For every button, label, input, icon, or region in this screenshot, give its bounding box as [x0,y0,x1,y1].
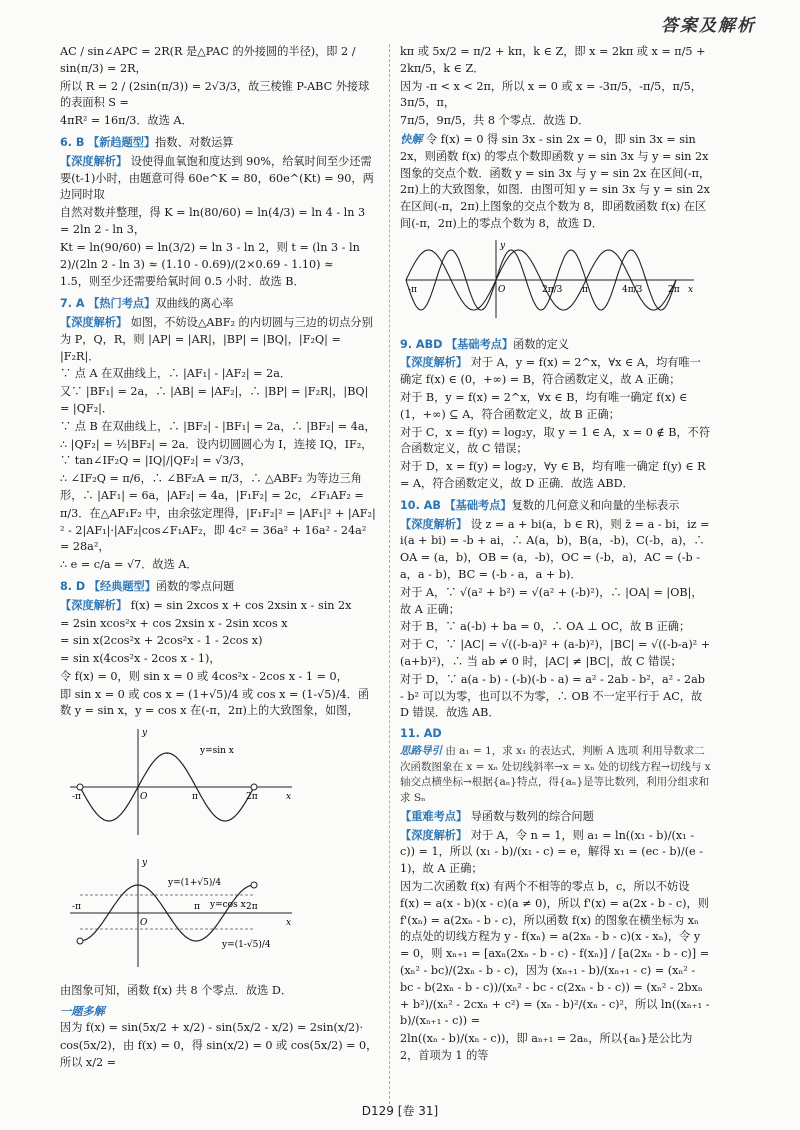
text-line [60,616,378,633]
lead-label: 【深度解析】 [400,827,468,842]
graph1-x-label: x [286,792,292,803]
text-line [60,384,378,418]
text-line [400,390,712,424]
lead-label: 【深度解析】 [400,355,468,370]
question-topic: 复数的几何意义和向量的坐标表示 [511,498,680,512]
text-line [60,274,378,291]
lead-label: 【深度解析】 [400,516,468,531]
text-line [400,827,712,878]
graph2-label-bot: y=(1-√5)/4 [222,940,271,951]
sin-graph [60,725,300,841]
text-content: 由 a₁ = 1，求 x₁ 的表达式，判断 A 选项 利用导数求二次函数图象在 x = xₙ 处切线斜率→x = xₙ 处的切线方程→切线与 x 轴交点横坐标→根据{aₙ}特点，得{aₙ}是等比数列，利用分组求和求 Sₙ [400,744,711,805]
fast-solution [400,131,712,233]
text-content: 因为 -π < x < 2π，所以 x = 0 或 x = -3π/5，-π/5，π/5，3π/5，π， [400,79,702,110]
graph3-tick: -π [408,284,417,295]
text-content: π/3．在△AF₁F₂ 中，由余弦定理得，|F₁F₂|² = |AF₁|² + |AF₂|² - 2|AF₁|·|AF₂|cos∠F₁AF₂，即 4c² = 36a² + 16a² - 24a² = 28a²， [60,506,376,554]
graph2-label-mid: y=cos x [210,900,246,911]
text-content: ∴ |QF₂| = ½|BF₂| = 2a．设内切圆圆心为 I，连接 IQ，IF₂，∵ tan∠IF₂Q = |IQ|/|QF₂| = √3/3， [60,437,373,468]
right-column-body [400,44,712,233]
text-content: 1.5，则至少还需要给氧时间 0.5 小时．故选 B． [60,275,305,289]
text-content: 令 f(x) = 0，则 sin x = 0 或 4cos²x - 2cos x - 1 = 0， [60,669,348,683]
text-line [60,597,378,615]
graph2-label-top: y=(1+√5)/4 [168,878,222,889]
solution-guide [400,744,712,807]
text-line [60,651,378,668]
text-line [60,314,378,365]
text-line [60,79,378,113]
lead-label: 【深度解析】 [60,153,128,168]
text-content: 对于 C，∵ |AC| = √((-b-a)² + (a-b)²)，|BC| = √((-b-a)² + (a+b)²)，∴ 当 ab ≠ 0 时，|AC| ≠ |BC|，故 C 错误； [400,638,711,668]
text-content: 即 sin x = 0 或 cos x = (1+√5)/4 或 cos x = (1-√5)/4．函数 y = sin x，y = cos x 在(-π，2π)上的大致图象，如图， [60,687,370,718]
text-line [60,1038,378,1072]
text-line [400,672,712,722]
text-content: 自然对数并整理，得 K = ln(80/60) = ln(4/3) = ln 4 - ln 3 = 2ln 2 - ln 3， [60,206,366,236]
text-line [400,425,712,459]
question-header [400,336,712,354]
left-column-body [60,44,378,720]
text-line [60,506,378,556]
text-line [60,113,378,130]
text-content: = 2sin xcos²x + cos 2xsin x - 2sin xcos x [60,616,288,630]
question-tag: 【热门考点】 [88,296,156,311]
text-content: 对于 D，x = f(y) = log₂y，∀y ∈ B，均有唯一确定 f(y) ∈ R = A，符合函数定义，故 D 正确．故选 ABD． [400,460,706,490]
text-content: = sin x(4cos²x - 2cos x - 1)， [60,652,221,666]
text-line [400,808,712,826]
text-content: = sin x(2cos²x + 2cos²x - 1 - 2cos x) [60,634,263,648]
question-header [400,726,712,743]
graph2-y-label: y [142,858,148,869]
graph1-y-label: y [142,728,148,739]
question-tag: 【基础考点】 [444,497,512,512]
graph3-tick: 2π [668,284,680,295]
text-content: ∵ 点 B 在双曲线上，∴ |BF₂| - |BF₁| = 2a，∴ |BF₂| = 4a， [60,419,376,433]
question-header [60,295,378,313]
text-content: ∵ 点 A 在双曲线上，∴ |AF₁| - |AF₂| = 2a． [60,367,292,381]
graph1-label: y=sin x [200,746,234,757]
text-content: kπ 或 5x/2 = π/2 + kπ，k ∈ Z，即 x = 2kπ 或 x = π/5 + 2kπ/5，k ∈ Z． [400,45,706,75]
graph1-open-point-left [77,784,83,790]
question-tag: 【经典题型】 [88,578,156,593]
text-content: 对于 B，y = f(x) = 2^x，∀x ∈ B，均有唯一确定 f(x) ∈ (1，+∞) ⊆ A，符合函数定义，故 B 正确； [400,390,688,421]
graph3-tick: 4π/3 [622,284,643,295]
graph3-y-label: y [500,240,506,251]
lead-label: 思路导引 [400,744,442,757]
question-header [400,497,712,515]
text-line [60,419,378,436]
text-line [60,240,378,274]
text-content: 设使得血氧饱和度达到 90%，给氧时间至少还需要(t-1)小时，由题意可得 60e^K = 80，60e^(Kt) = 90，两边同时取 [60,154,374,202]
text-content: 对于 A，∵ √(a² + b²) = √(a² + (-b)²)，∴ |OA| = |OB|，故 A 正确； [400,585,703,616]
question-number: 6. B [60,135,85,149]
text-line [60,471,378,505]
text-line [400,1031,712,1065]
column-divider [389,44,390,1104]
page-header-title: 答案及解析 [661,16,756,36]
text-content: AC / sin∠APC = 2R(R 是△PAC 的外接圆的半径)，即 2 / sin(π/3) = 2R， [60,45,356,75]
text-content: 2ln((xₙ - b)/(xₙ - c))，即 aₙ₊₁ = 2aₙ，所以{aₙ}是公比为 2，首项为 1 的等 [400,1032,693,1063]
graph1-open-point-right [251,784,257,790]
text-line [60,153,378,204]
graph2-open-point-right [251,882,257,888]
text-line [400,459,712,493]
question-tag: 【新趋题型】 [88,134,156,149]
text-content: 如图，不妨设△ABF₂ 的内切圆与三边的切点分别为 P，Q，R，则 |AP| = |AR|，|BP| = |BQ|，|F₂Q| = |F₂R|． [60,315,373,363]
text-content: 7π/5，9π/5，共 8 个零点．故选 D． [400,114,590,128]
graph3-tick: π [582,284,588,295]
lead-label: 【深度解析】 [60,314,128,329]
lead-label: 【重难考点】 [400,808,468,823]
text-content: 因为 f(x) = sin(5x/2 + x/2) - sin(5x/2 - x/2) = 2sin(x/2)· [60,1021,364,1035]
text-content: 又∵ |BF₁| = 2a，∴ |AB| = |AF₂|，∴ |BP| = |F₂R|，|BQ| = |QF₂|． [60,385,369,415]
question-header [60,578,378,596]
text-line [60,44,378,78]
text-line [60,633,378,650]
question-number: 9. ABD [400,337,443,351]
text-line [60,1020,378,1037]
question-topic: 函数的定义 [513,337,570,351]
graph2-tick: O [140,918,148,929]
text-line [400,44,712,78]
text-content: 导函数与数列的综合问题 [470,809,594,823]
right-column [400,44,712,1066]
multi-solution-heading: 一题多解 [60,1003,105,1018]
graph2-tick: π [194,902,200,913]
text-content: f(x) = sin 2xcos x + cos 2xsin x - sin 2x [130,598,352,612]
text-line [400,637,712,671]
lead-label: 【深度解析】 [60,597,128,612]
text-line [60,557,378,574]
question-number: 10. AB [400,498,441,512]
text-line [400,516,712,584]
text-line [400,113,712,130]
text-content: 因为二次函数 f(x) 有两个不相等的零点 b，c，所以不妨设 f(x) = a(x - b)(x - c)(a ≠ 0)，所以 f'(x) = a(2x - b - c)，则 f'(xₙ) = a(2xₙ - b - c)，所以函数 f(x) 的图象在横坐标为 xₙ 的点处的切线方程为 y - f(xₙ) = a(2xₙ - b - c)(x - xₙ)，令 y = 0，则 xₙ₊₁ = [axₙ(2xₙ - b - c) - f(xₙ)] / [a(2xₙ - b - c)] = (xₙ² - bc)/(2xₙ - b - c)，因为 (xₙ₊₁ - b)/(xₙ₊₁ - c) = (xₙ² - bc - b(2xₙ - b - c))/(xₙ² - bc - c(2xₙ - b - c)) = (xₙ² - 2bxₙ + b²)/(xₙ² - 2cxₙ + c²) = (xₙ - b)²/(xₙ - c)²，所以 ln((xₙ₊₁ - b)/(xₙ₊₁ - c)) = [400,880,710,1028]
question-tag: 【基础考点】 [445,336,514,351]
text-line [60,669,378,686]
text-line [60,205,378,239]
text-line [400,79,712,113]
left-column [60,44,378,1073]
text-content: ∴ ∠IF₂Q = π/6，∴ ∠BF₂A = π/3，∴ △ABF₂ 为等边三角形，∴ |AF₁| = 6a，|AF₂| = 4a，|F₁F₂| = 2c，∠F₁AF₂ = [60,472,364,502]
text-line [400,619,712,636]
question-topic: 双曲线的离心率 [155,297,234,311]
text-line [60,437,378,471]
graph1-tick: O [140,792,148,803]
graph1-tick: 2π [246,792,258,803]
question-number: 11. AD [400,727,442,741]
question-header [60,134,378,152]
text-content: 令 f(x) = 0 得 sin 3x - sin 2x = 0，即 sin 3x = sin 2x，则函数 f(x) 的零点个数即函数 y = sin 3x 与 y = sin 2x 图象的交点个数．函数 y = sin 3x 与 y = sin 2x 在区间(-π，2π)上的大致图象，如图．由图可知 y = sin 3x 与 y = sin 2x 在区间(-π，2π)上图象的交点个数为 8，即函数函数 f(x) 在区间(-π，2π)上的零点个数为 8，故选 D． [400,132,711,230]
question-topic: 函数的零点问题 [155,579,235,593]
text-content: ∴ e = c/a = √7．故选 A． [60,558,198,572]
text-content: 对于 B，∵ a(-b) + ba = 0，∴ OA ⊥ OC，故 B 正确； [400,620,691,634]
text-line [400,354,712,389]
text-line [60,366,378,383]
text-line [60,983,378,1000]
graph3-x-label: x [688,284,694,295]
text-content: 4πR² = 16π/3．故选 A． [60,114,193,128]
text-content: 对于 A，令 n = 1，则 a₁ = ln((x₁ - b)/(x₁ - c)) = 1，所以 (x₁ - b)/(x₁ - c) = e，解得 x₁ = (ec - b)/(e - 1)，故 A 正确； [400,828,704,876]
sin3x-sin2x-graph [400,238,700,322]
text-line [400,879,712,1030]
cos-graph [60,855,300,973]
question-number: 7. A [60,297,85,311]
graph1-tick: -π [72,792,81,803]
graph2-x-label: x [286,918,292,929]
graph2-open-point-left [77,938,83,944]
text-line [400,585,712,619]
graph2-tick: -π [72,902,81,913]
left-column-tail [60,983,378,1072]
text-content: 对于 D，∵ a(a - b) - (-b)(-b - a) = a² - 2ab - b²，a² - 2ab - b² 可以为零，也可以不为零，∴ OB 不一定平行于 AC，故 D 错误．故选 AB． [400,672,705,720]
graph3-tick: O [498,284,506,295]
graph3-tick: 2π/3 [542,284,563,295]
page-footer: D129 [卷 31] [361,1104,439,1118]
text-content: 由图象可知，函数 f(x) 共 8 个零点．故选 D． [60,983,293,997]
lead-label: 快解 [400,131,423,146]
text-line [60,687,378,721]
text-content: 设 z = a + bi(a，b ∈ R)，则 z̄ = a - bi，iz = i(a + bi) = -b + ai，∴ A(a，b)，B(a，-b)，C(-b，a)，∴ OA = (a，b)，OB = (a，-b)，OC = (-b，a)，AC = (-b - a，a - b)，BC = (-b - a，a + b)． [400,517,710,581]
question-number: 8. D [60,579,86,593]
text-content: cos(5x/2)，由 f(x) = 0，得 sin(x/2) = 0 或 cos(5x/2) = 0，所以 x/2 = [60,1039,378,1070]
graph1-tick: π [192,792,198,803]
right-column-tail [400,336,712,1065]
question-topic: 指数、对数运算 [155,135,234,149]
text-content: 所以 R = 2 / (2sin(π/3)) = 2√3/3，故三棱锥 P-ABC 外接球的表面积 S = [60,79,370,110]
text-content: 对于 C，x = f(y) = log₂y，取 y = 1 ∈ A，x = 0 ∉ B，不符合函数定义，故 C 错误； [400,425,711,456]
graph2-tick: 2π [246,902,258,913]
text-content: 对于 A，y = f(x) = 2^x，∀x ∈ A，均有唯一确定 f(x) ∈ (0，+∞) = B，符合函数定义，故 A 正确； [400,356,701,387]
text-content: Kt = ln(90/60) = ln(3/2) = ln 3 - ln 2，则 t = (ln 3 - ln 2)/(2ln 2 - ln 3) ≈ (1.10 - 0.69)/(2×0.69 - 1.10) ≈ [60,240,360,271]
